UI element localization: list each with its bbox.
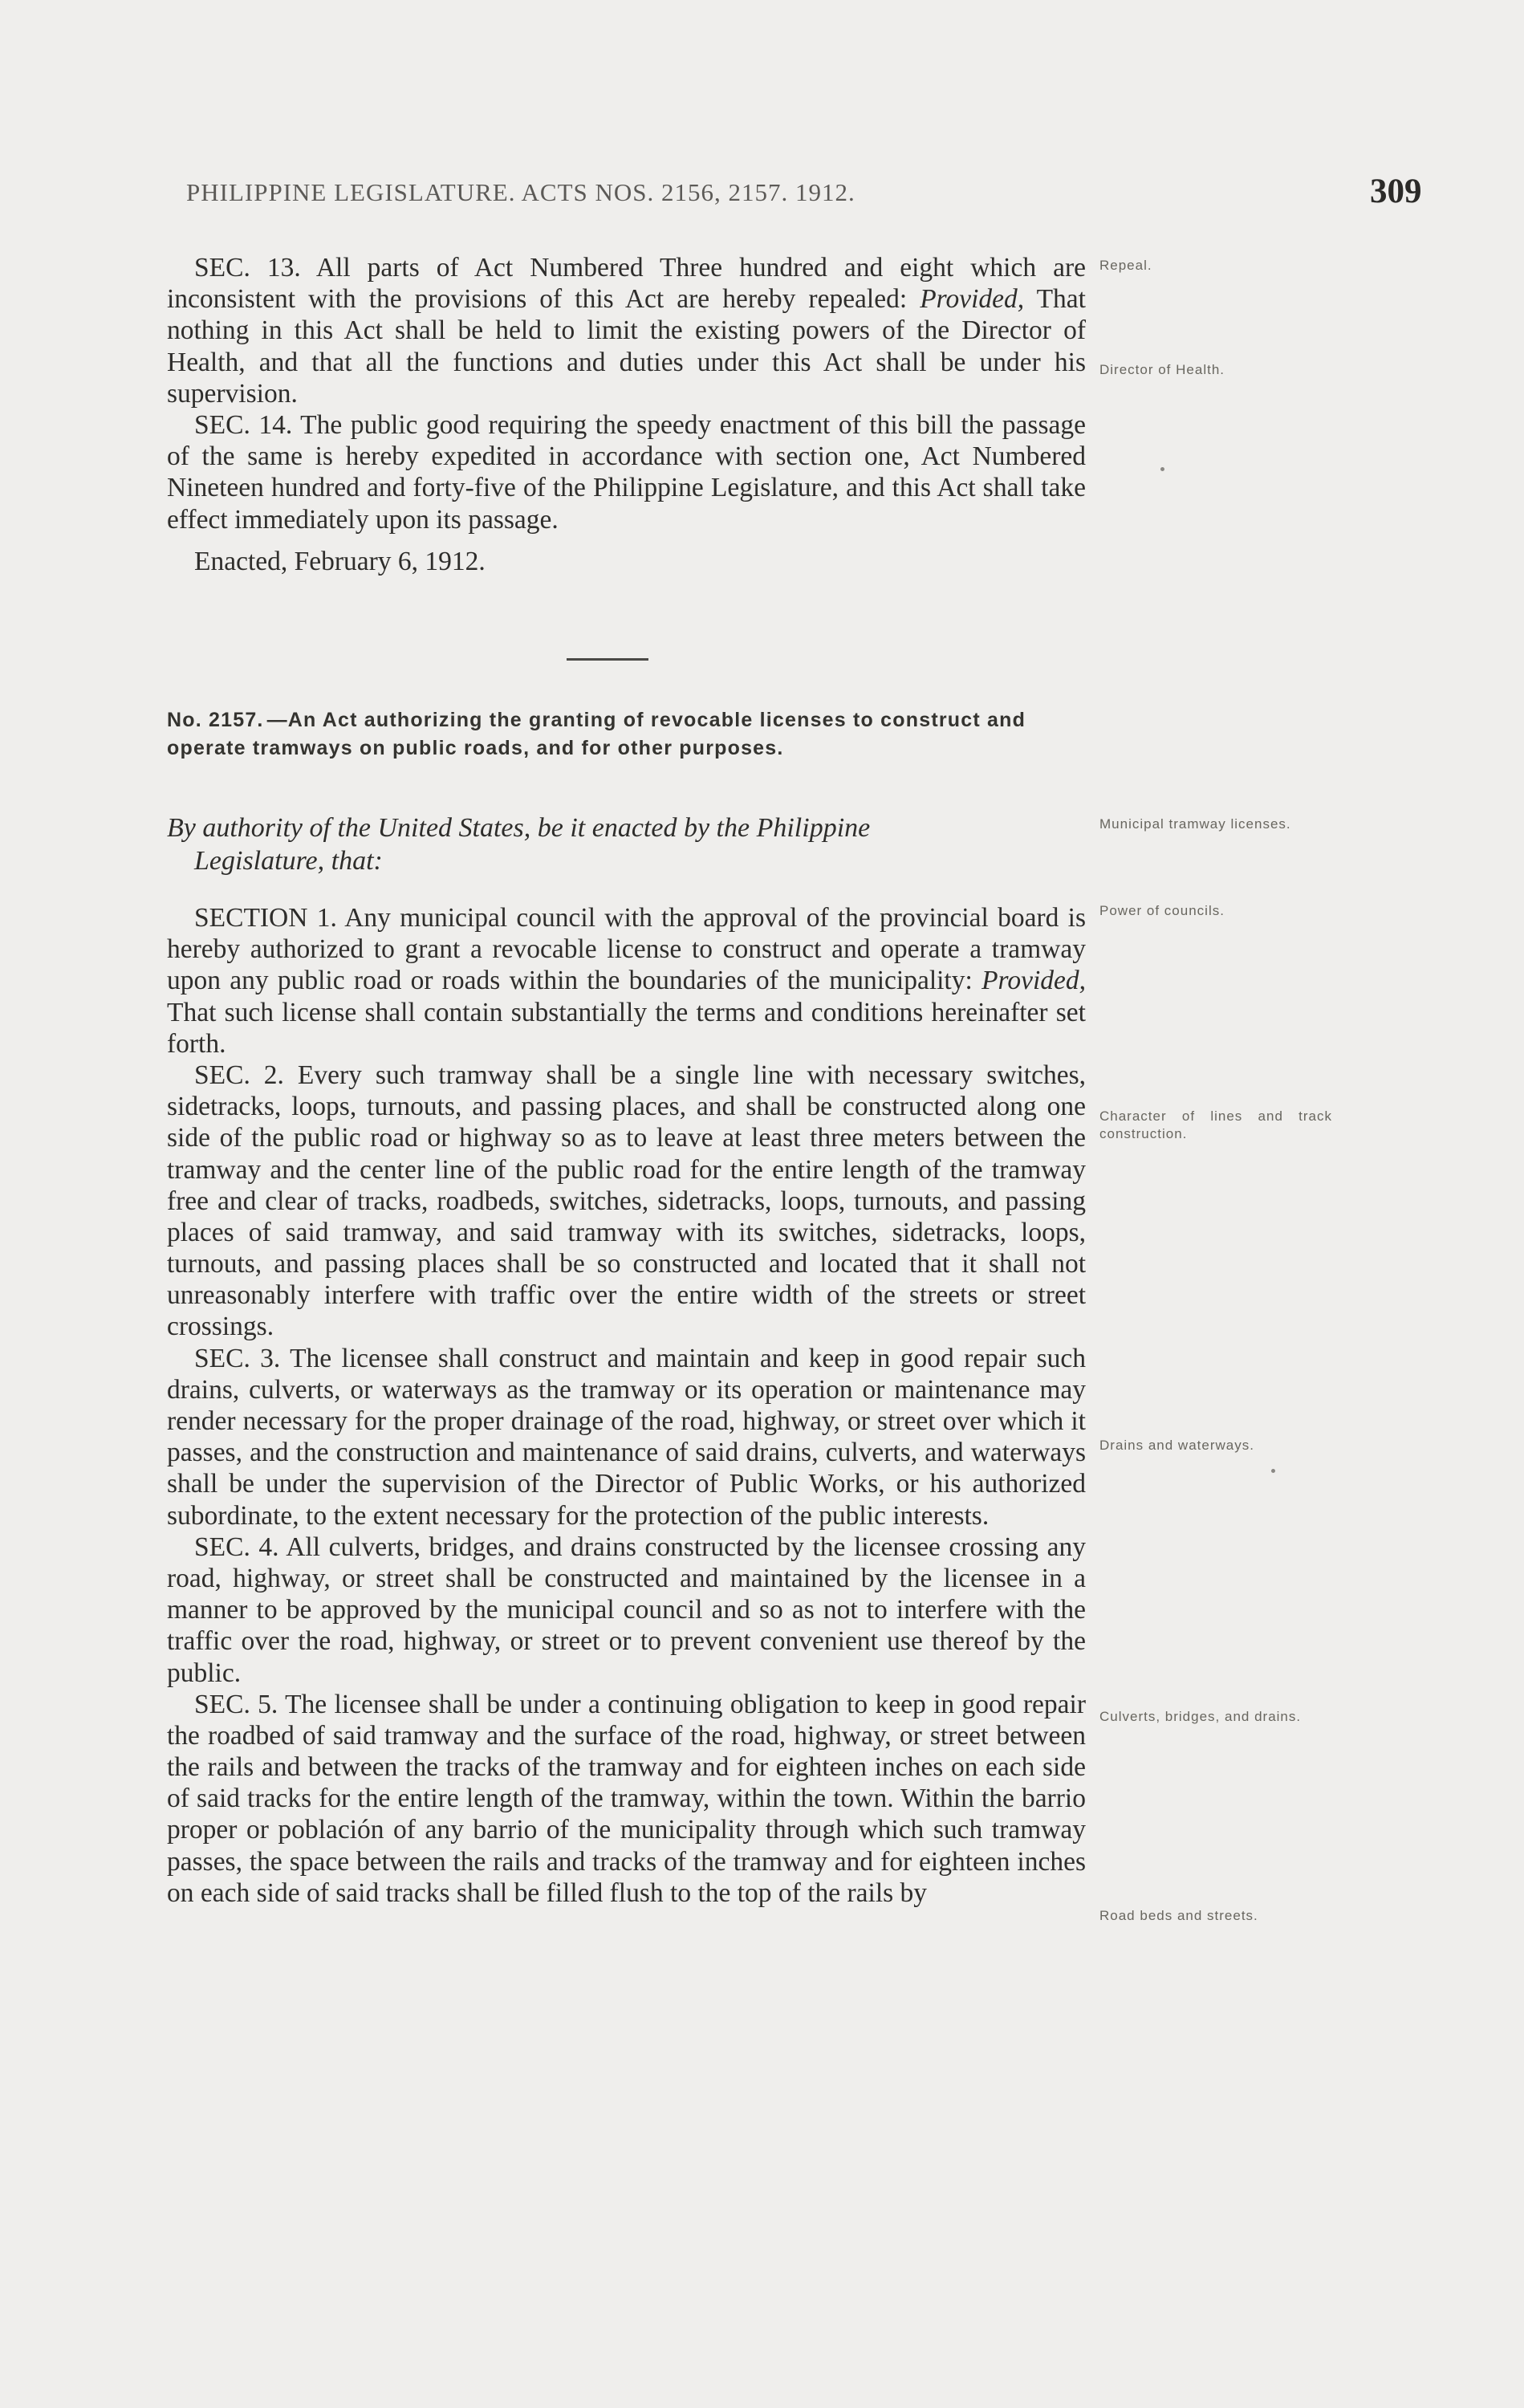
section-4-text: All culverts, bridges, and drains constructed by the licensee crossing any road, highway, or street shall be constructed and maintained by the licensee in a manner to be approved by the municipal council and so as not to interfere with the traffic over the road, highway, or street or to prevent convenient use thereof by the public.	[167, 1531, 1086, 1688]
act-2157-title	[167, 706, 1086, 762]
section-1-lead: SECTION 1.	[194, 903, 337, 933]
margin-note-repeal: Repeal.	[1099, 258, 1152, 273]
section-3-lead: SEC. 3.	[194, 1343, 281, 1373]
enacting-clause-line-2: Legislature, that:	[194, 845, 383, 876]
section-14-text: The public good requiring the speedy enactment of this bill the passage of the same is hereby expedited in accordance with section one, Act Numbered Nineteen hundred and forty-five of the Philippine Legislature, and this Act shall take effect immediately upon its passage.	[167, 409, 1086, 535]
margin-note-municipal-tramway-licenses: Municipal tramway licenses.	[1099, 816, 1291, 832]
act-number: No. 2157.	[167, 709, 264, 731]
section-14	[167, 409, 1086, 535]
margin-note-director-of-health: Director of Health.	[1099, 362, 1225, 377]
enacting-clause-line-1: By authority of the United States, be it enacted by the Philippine	[167, 813, 871, 843]
section-5	[167, 1689, 1086, 1909]
page-number: 309	[1370, 173, 1422, 210]
act-2156-conclusion	[167, 252, 1086, 577]
margin-note-culverts-bridges-drains: Culverts, bridges, and drains.	[1099, 1709, 1302, 1724]
section-1	[167, 902, 1086, 1060]
section-2-text: Every such tramway shall be a single line with necessary switches, sidetracks, loops, turnouts, and passing places, and shall be constructed along one side of the public road or highway so as to leave at least three meters between the tramway and the center line of the public road for the entire length of the tramway free and clear of tracks, roadbeds, switches, sidetracks, loops, turnouts, and passing places of said tramway, and said tramway with its switches, sidetracks, loops, turnouts, and passing places shall be so constructed and located that it shall not unreasonably interfere with traffic over the entire width of the streets or street crossings.	[167, 1060, 1086, 1342]
section-1-text: Any municipal council with the approval of the provincial board is hereby authorized to grant a revocable license to construct and operate a tramway upon any public road or roads within the boundaries of the municipality:	[167, 903, 1086, 996]
margin-note-character-of-lines: Character of lines and track construction.	[1099, 1108, 1332, 1142]
enacting-clause	[167, 812, 1086, 878]
margin-dot	[1160, 467, 1164, 471]
section-2	[167, 1060, 1086, 1343]
section-4-lead: SEC. 4.	[194, 1531, 279, 1562]
section-3-text: The licensee shall construct and maintain and keep in good repair such drains, culverts, or waterways as the tramway or its operation or maintenance may render necessary for the proper drainage of the road, highway, or street over which it passes, and the construction and maintenance of said drains, culverts, and waterways shall be under the supervision of the Director of Public Works, or his authorized subordinate, to the extent necessary for the protection of the public interests.	[167, 1343, 1086, 1531]
section-3	[167, 1343, 1086, 1531]
section-5-text: The licensee shall be under a continuing obligation to keep in good repair the roadbed of said tramway and the surface of the road, highway, or street between the rails and between the tracks of the tramway and for eighteen inches on each side of said tracks for the entire length of the tramway, within the town. Within the barrio proper or población of any barrio of the municipality through which such tramway passes, the space between the rails and tracks of the tramway and for eighteen inches on each side of said tracks shall be filled flush to the top of the rails by	[167, 1689, 1086, 1908]
section-divider	[567, 658, 648, 661]
section-5-lead: SEC. 5.	[194, 1689, 278, 1719]
section-13-proviso: Provided,	[920, 284, 1025, 315]
margin-note-power-of-councils: Power of councils.	[1099, 903, 1225, 918]
act-title-text: —An Act authorizing the granting of revocable licenses to construct and operate tramways on public roads, and for other purposes.	[167, 709, 1026, 759]
enacted-date: Enacted, February 6, 1912.	[194, 546, 486, 576]
section-1-proviso: Provided,	[981, 966, 1086, 996]
margin-note-road-beds-and-streets: Road beds and streets.	[1099, 1908, 1258, 1923]
section-13-text-continued: That nothing in this Act shall be held to limit the existing powers of the Director of Health, and that all the functions and duties under this Act shall be under his supervision.	[167, 284, 1086, 409]
section-2-lead: SEC. 2.	[194, 1060, 284, 1090]
section-4	[167, 1531, 1086, 1689]
section-14-lead: SEC. 14.	[194, 409, 293, 440]
section-13-text: All parts of Act Numbered Three hundred and eight which are inconsistent with the provisions of this Act are hereby repealed:	[167, 253, 1086, 315]
section-13	[167, 252, 1086, 409]
act-2157-body	[167, 902, 1086, 1909]
margin-note-drains-and-waterways: Drains and waterways.	[1099, 1438, 1254, 1453]
margin-dot	[1271, 1469, 1275, 1473]
running-head: PHILIPPINE LEGISLATURE. ACTS NOS. 2156, 2157. 1912.	[186, 178, 855, 206]
section-13-lead: SEC. 13.	[194, 253, 301, 283]
section-1-text-continued: That such license shall contain substantially the terms and conditions hereinafter set forth.	[167, 997, 1086, 1059]
